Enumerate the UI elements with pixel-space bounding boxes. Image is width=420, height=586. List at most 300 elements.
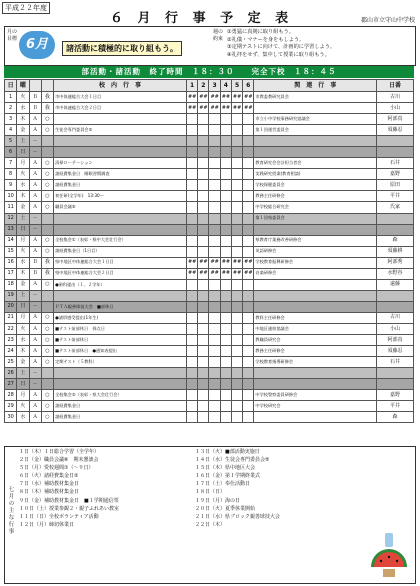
lunch-cell: ○	[41, 114, 53, 125]
period-cell	[231, 147, 242, 158]
related-event-cell: 県教育庁業務改善研修会	[254, 235, 377, 246]
related-event-cell	[254, 412, 377, 423]
schedule-body	[5, 92, 414, 423]
related-event-cell: 中地区連絡協議会	[254, 323, 377, 334]
table-row	[5, 136, 414, 147]
page-title: ６ 月 行 事 予 定 表	[110, 11, 294, 26]
period-cell	[198, 346, 209, 357]
lunch-cell: ○	[41, 169, 53, 180]
goal-label: 月の目標	[7, 29, 18, 42]
period-cell	[198, 114, 209, 125]
period-cell	[209, 312, 220, 323]
day-cell: 29	[5, 401, 17, 412]
table-row	[5, 158, 414, 169]
period-cell	[220, 202, 231, 213]
table-row	[5, 213, 414, 224]
table-row	[5, 268, 414, 279]
period-cell	[220, 158, 231, 169]
period-cell	[231, 390, 242, 401]
related-event-cell: 中学校研究会	[254, 401, 377, 412]
weekday-cell: 日	[17, 224, 29, 235]
period-cell	[186, 180, 197, 191]
table-row	[5, 312, 414, 323]
table-row	[5, 235, 414, 246]
duty-cell	[377, 301, 414, 312]
table-row	[5, 147, 414, 158]
table-row	[5, 92, 414, 103]
school-event-cell: ■テスト前部休日 ●通知表提出	[54, 346, 187, 357]
schedule-type-cell: Ｂ	[29, 257, 41, 268]
header-cell: 曜	[17, 80, 29, 92]
lunch-cell	[41, 368, 53, 379]
goal-box	[4, 26, 416, 66]
period-cell	[198, 401, 209, 412]
day-cell: 2	[5, 103, 17, 114]
period-cell	[220, 357, 231, 368]
schedule-table	[4, 79, 414, 423]
period-cell	[186, 401, 197, 412]
period-cell	[186, 147, 197, 158]
duty-cell	[377, 290, 414, 301]
period-cell	[231, 401, 242, 412]
period-cell	[220, 368, 231, 379]
table-row	[5, 379, 414, 390]
day-cell: 10	[5, 191, 17, 202]
duty-cell	[377, 136, 414, 147]
list-item: １０日（土）授業参観２・親子ふれあい教室	[19, 505, 120, 512]
period-cell	[243, 279, 254, 290]
duty-cell: 平井	[377, 191, 414, 202]
day-cell: 4	[5, 125, 17, 136]
duty-cell: 平井	[377, 401, 414, 412]
period-cell	[209, 114, 220, 125]
period-cell	[231, 279, 242, 290]
period-cell: ##	[209, 268, 220, 279]
lunch-cell: ○	[41, 279, 53, 290]
duty-cell	[377, 213, 414, 224]
day-cell: 21	[5, 312, 17, 323]
duty-cell: 阿部真	[377, 335, 414, 346]
related-event-cell: 学校教育振興研修会	[254, 257, 377, 268]
school-event-cell	[54, 379, 187, 390]
list-item: １９日（月）海の日	[195, 497, 241, 504]
period-cell	[243, 323, 254, 334]
period-cell	[198, 312, 209, 323]
lunch-cell: ○	[41, 246, 53, 257]
duty-cell: 古川	[377, 92, 414, 103]
school-event-cell: 市中体連総合大会１日目	[54, 92, 187, 103]
period-cell	[231, 323, 242, 334]
table-header	[5, 80, 414, 92]
school-event-cell	[54, 290, 187, 301]
school-event-cell: ●歯科提出（１、２学年）	[54, 279, 187, 290]
duty-cell: 小山	[377, 103, 414, 114]
period-cell	[209, 158, 220, 169]
period-cell	[220, 290, 231, 301]
related-event-cell	[254, 368, 377, 379]
day-cell: 17	[5, 268, 17, 279]
period-cell	[231, 125, 242, 136]
related-event-cell: 実践研究授業(教育相談)	[254, 169, 377, 180]
school-event-cell: 全校集会①（表彰・県中大会壮行会）	[54, 235, 187, 246]
period-cell	[243, 169, 254, 180]
related-event-cell: 学校教育指導研修会	[254, 357, 377, 368]
period-cell	[243, 191, 254, 202]
related-event-cell	[254, 290, 377, 301]
period-cell	[231, 312, 242, 323]
related-event-cell: 教科主任研修会	[254, 312, 377, 323]
period-cell	[209, 235, 220, 246]
period-cell	[198, 191, 209, 202]
weekday-cell: 水	[17, 180, 29, 191]
schedule-type-cell: Ａ	[29, 158, 41, 169]
schedule-type-cell: Ａ	[29, 312, 41, 323]
schedule-type-cell: Ａ	[29, 125, 41, 136]
period-cell	[209, 323, 220, 334]
period-cell	[243, 246, 254, 257]
period-cell	[243, 368, 254, 379]
period-cell	[231, 224, 242, 235]
period-cell	[220, 180, 231, 191]
day-cell: 26	[5, 368, 17, 379]
school-event-cell: ●諸帯感受提出(1年生)	[54, 312, 187, 323]
period-cell	[198, 279, 209, 290]
period-cell: ##	[186, 268, 197, 279]
period-cell	[186, 368, 197, 379]
table-row	[5, 180, 414, 191]
period-cell	[243, 412, 254, 423]
lunch-cell: ○	[41, 125, 53, 136]
weekday-cell: 土	[17, 368, 29, 379]
related-event-cell: 音楽研修会	[254, 268, 377, 279]
schedule-type-cell: －	[29, 224, 41, 235]
period-cell	[198, 180, 209, 191]
period-cell: ##	[198, 92, 209, 103]
period-cell	[231, 290, 242, 301]
period-cell	[198, 213, 209, 224]
schedule-type-cell: Ａ	[29, 169, 41, 180]
school-event-cell: 職員会議⑤	[54, 202, 187, 213]
day-cell: 27	[5, 379, 17, 390]
weekday-cell: 水	[17, 103, 29, 114]
school-event-cell: 市中体連総合大会２日目	[54, 103, 187, 114]
duty-cell: 嘉野	[377, 169, 414, 180]
period-cell: ##	[198, 268, 209, 279]
header-cell: 4	[220, 80, 231, 92]
period-cell	[220, 335, 231, 346]
school-event-cell: 全校集会②（表彰・県大会壮行会）	[54, 390, 187, 401]
period-cell	[243, 114, 254, 125]
table-row	[5, 191, 414, 202]
period-cell: ##	[243, 103, 254, 114]
month-badge: 6月	[19, 31, 55, 59]
period-cell	[220, 136, 231, 147]
period-cell	[209, 401, 220, 412]
lunch-cell: ○	[41, 390, 53, 401]
list-item: １７日（土）奉仕活動日	[195, 481, 251, 488]
table-row	[5, 301, 414, 312]
day-cell: 11	[5, 202, 17, 213]
related-event-cell	[254, 279, 377, 290]
duty-cell: 須藤耕	[377, 246, 414, 257]
weekday-cell: 水	[17, 257, 29, 268]
table-row	[5, 390, 414, 401]
weekday-cell: 水	[17, 412, 29, 423]
related-event-cell	[254, 136, 377, 147]
period-cell	[209, 301, 220, 312]
period-cell	[231, 357, 242, 368]
day-cell: 19	[5, 290, 17, 301]
period-cell: ##	[220, 257, 231, 268]
period-cell	[198, 202, 209, 213]
schedule-type-cell: －	[29, 379, 41, 390]
period-cell	[186, 323, 197, 334]
header-cell: 校 内 行 事	[54, 80, 187, 92]
period-cell	[231, 158, 242, 169]
related-event-cell: 教職員研究会	[254, 335, 377, 346]
duty-cell: 石井	[377, 158, 414, 169]
lunch-cell: ○	[41, 191, 53, 202]
table-row	[5, 246, 414, 257]
period-cell	[243, 180, 254, 191]
period-cell	[243, 158, 254, 169]
schedule-type-cell: Ａ	[29, 114, 41, 125]
table-row	[5, 279, 414, 290]
school-event-cell: 清掃ローテーション	[54, 158, 187, 169]
period-cell: ##	[220, 268, 231, 279]
lunch-cell: 我	[41, 103, 53, 114]
list-item: １６日（金）第１学期終業式	[195, 473, 261, 480]
lunch-cell: ○	[41, 312, 53, 323]
header-cell: 1	[186, 80, 197, 92]
next-month-col-2	[195, 448, 365, 529]
period-cell	[198, 301, 209, 312]
period-cell	[220, 114, 231, 125]
period-cell	[220, 301, 231, 312]
period-cell	[209, 357, 220, 368]
promise-item: ③定期テストに向けて、計画的に学習しよう。	[227, 44, 336, 51]
school-event-cell: 諸経費集金日	[54, 401, 187, 412]
lunch-cell	[41, 147, 53, 158]
duty-cell	[377, 147, 414, 158]
period-cell	[186, 169, 197, 180]
duty-cell	[377, 368, 414, 379]
promise-item: ④礼拝をせず、集中して授業に取り組もう。	[227, 51, 330, 58]
period-cell: ##	[186, 257, 197, 268]
period-cell	[209, 390, 220, 401]
related-event-cell: 市立小中学校事務研究協議会	[254, 114, 377, 125]
period-cell	[209, 191, 220, 202]
lunch-cell: 我	[41, 268, 53, 279]
lunch-cell: ○	[41, 401, 53, 412]
period-cell	[243, 235, 254, 246]
lunch-cell: ○	[41, 158, 53, 169]
period-cell	[209, 346, 220, 357]
period-cell: ##	[209, 92, 220, 103]
period-cell: ##	[198, 257, 209, 268]
weekday-cell: 木	[17, 346, 29, 357]
period-cell	[209, 125, 220, 136]
period-cell	[186, 312, 197, 323]
next-month-label: 七月の主な行事	[8, 487, 15, 535]
day-cell: 5	[5, 136, 17, 147]
monthly-goal: 諸活動に積極的に取り組もう。	[62, 41, 182, 56]
period-cell	[231, 379, 242, 390]
weekday-cell: 金	[17, 202, 29, 213]
period-cell	[243, 346, 254, 357]
period-cell: ##	[198, 103, 209, 114]
day-cell: 24	[5, 346, 17, 357]
duty-cell	[377, 379, 414, 390]
period-cell	[243, 357, 254, 368]
period-cell	[231, 301, 242, 312]
day-cell: 22	[5, 323, 17, 334]
day-cell: 3	[5, 114, 17, 125]
activity-time-banner: 部活動・諸活動 終了時間 １８：３０ 完全下校 １８：４５	[4, 66, 414, 78]
period-cell: ##	[209, 257, 220, 268]
period-cell	[220, 379, 231, 390]
day-cell: 7	[5, 158, 17, 169]
school-event-cell: 定期テスト（５教科）	[54, 357, 187, 368]
schedule-type-cell: Ａ	[29, 279, 41, 290]
watermelon-illustration	[367, 527, 411, 579]
weekly-promises	[227, 29, 335, 59]
period-cell: ##	[186, 92, 197, 103]
period-cell	[243, 379, 254, 390]
list-item: １８日（日）	[195, 489, 226, 496]
period-cell	[243, 312, 254, 323]
school-event-cell: 初任研(全学年) 13:30〜	[54, 191, 187, 202]
table-row	[5, 257, 414, 268]
duty-cell: 石井	[377, 357, 414, 368]
weekday-cell: 土	[17, 290, 29, 301]
duty-cell: 阿部秀	[377, 257, 414, 268]
period-cell	[198, 357, 209, 368]
schedule-type-cell: Ａ	[29, 323, 41, 334]
period-cell	[198, 390, 209, 401]
weekday-cell: 土	[17, 136, 29, 147]
period-cell	[198, 412, 209, 423]
related-event-cell: 学校保健委員会	[254, 180, 377, 191]
header-cell	[41, 80, 53, 92]
schedule-type-cell: Ａ	[29, 412, 41, 423]
period-cell	[209, 290, 220, 301]
school-event-cell	[54, 136, 187, 147]
table-row	[5, 412, 414, 423]
period-cell	[243, 401, 254, 412]
duty-cell: 水野谷	[377, 268, 414, 279]
table-row	[5, 368, 414, 379]
header-cell: 関 連 行 事	[254, 80, 377, 92]
lunch-cell: ○	[41, 202, 53, 213]
period-cell	[186, 136, 197, 147]
lunch-cell: 我	[41, 92, 53, 103]
school-event-cell: ＰＴＡ親善球技大会 ■部休日	[54, 301, 187, 312]
duty-cell: 小山	[377, 323, 414, 334]
day-cell: 9	[5, 180, 17, 191]
period-cell	[243, 147, 254, 158]
period-cell	[186, 379, 197, 390]
period-cell	[186, 191, 197, 202]
lunch-cell	[41, 301, 53, 312]
list-item: １４日（水）生徒会専門委員会⑤	[195, 457, 270, 464]
table-row	[5, 346, 414, 357]
schedule-type-cell: Ａ	[29, 191, 41, 202]
period-cell	[198, 224, 209, 235]
period-cell	[209, 180, 220, 191]
promise-label: 週の約束	[213, 29, 224, 42]
period-cell	[186, 335, 197, 346]
related-event-cell: 英語研修会	[254, 246, 377, 257]
period-cell	[186, 202, 197, 213]
period-cell	[186, 290, 197, 301]
table-row	[5, 335, 414, 346]
weekday-cell: 日	[17, 301, 29, 312]
period-cell	[209, 169, 220, 180]
period-cell	[186, 158, 197, 169]
duty-cell: 古川	[377, 312, 414, 323]
weekday-cell: 木	[17, 191, 29, 202]
period-cell	[231, 180, 242, 191]
duty-cell: 須藤忍	[377, 346, 414, 357]
period-cell	[243, 136, 254, 147]
list-item: ５日（月）愛校週間①（〜９日）	[19, 465, 94, 472]
header-cell: 日番	[377, 80, 414, 92]
period-cell: ##	[220, 103, 231, 114]
period-cell	[231, 246, 242, 257]
period-cell	[186, 114, 197, 125]
period-cell	[186, 357, 197, 368]
related-event-cell: 教務主任研修会	[254, 346, 377, 357]
related-event-cell	[254, 103, 377, 114]
period-cell: ##	[186, 103, 197, 114]
school-event-cell: 諸経費集金日	[54, 180, 187, 191]
lunch-cell: ○	[41, 346, 53, 357]
weekday-cell: 月	[17, 312, 29, 323]
period-cell	[243, 125, 254, 136]
school-event-cell	[54, 224, 187, 235]
school-event-cell	[54, 147, 187, 158]
list-item: ９日（金）補助教材集金日 ■１学期通信票	[19, 497, 119, 504]
school-event-cell: 諸経費集金日 睡眠習慣調査	[54, 169, 187, 180]
period-cell	[220, 235, 231, 246]
period-cell	[198, 323, 209, 334]
list-item: ２日（金）職員会議⑥ 期末懇談会	[19, 457, 99, 464]
day-cell: 8	[5, 169, 17, 180]
period-cell	[209, 246, 220, 257]
weekday-cell: 月	[17, 235, 29, 246]
period-cell	[220, 224, 231, 235]
lunch-cell	[41, 224, 53, 235]
lunch-cell: ○	[41, 180, 53, 191]
weekday-cell: 金	[17, 125, 29, 136]
lunch-cell	[41, 379, 53, 390]
period-cell	[198, 246, 209, 257]
day-cell: 20	[5, 301, 17, 312]
schedule-type-cell: Ｂ	[29, 268, 41, 279]
duty-cell: 森	[377, 412, 414, 423]
related-event-cell: 教育研究会会計担当者会	[254, 158, 377, 169]
period-cell	[243, 301, 254, 312]
period-cell	[243, 390, 254, 401]
table-row	[5, 224, 414, 235]
period-cell: ##	[243, 268, 254, 279]
period-cell: ##	[231, 257, 242, 268]
table-row	[5, 401, 414, 412]
school-event-cell: ■テスト前部休日	[54, 335, 187, 346]
duty-cell: 氏家	[377, 202, 414, 213]
period-cell	[198, 136, 209, 147]
